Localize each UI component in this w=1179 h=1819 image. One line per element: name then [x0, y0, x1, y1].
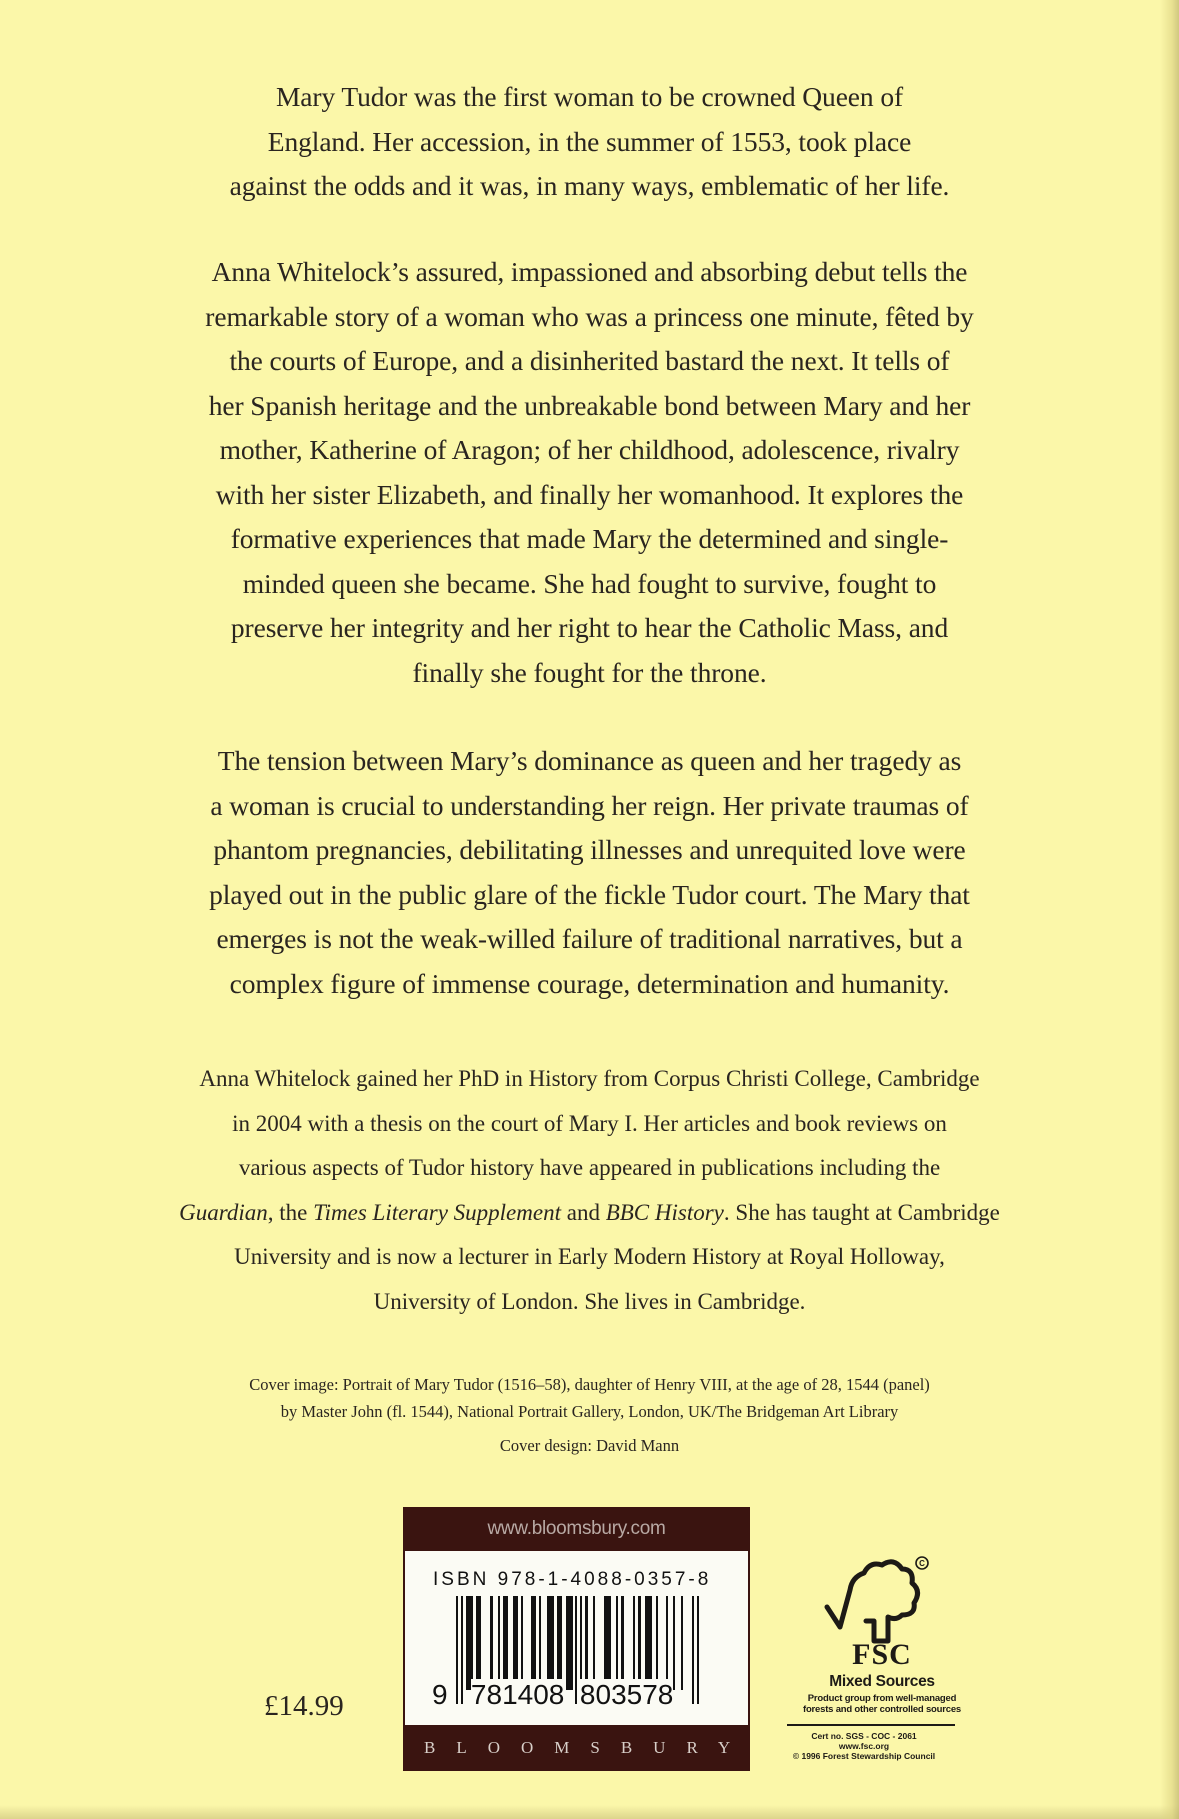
blurb-paragraph-1	[0, 75, 1179, 209]
fsc-cert-info	[764, 1731, 964, 1761]
text-line: played out in the public glare of the fickle Tudor court. The Mary that	[209, 878, 970, 910]
text-fragment: , the	[267, 1199, 314, 1225]
text-line: minded queen she became. She had fought to survive, fought to	[242, 567, 937, 599]
text-line: formative experiences that made Mary the determined and single-	[230, 523, 949, 554]
text-line: Product group from well-managed	[807, 1693, 957, 1704]
text-line: a woman is crucial to understanding her reign. Her private traumas of	[210, 789, 969, 821]
fsc-copyright: © 1996 Forest Stewardship Council	[792, 1751, 936, 1761]
text-line: Anna Whitelock gained her PhD in History from Corpus Christi College, Cambridge	[199, 1066, 980, 1091]
text-line: with her sister Elizabeth, and finally her womanhood. It explores the	[215, 478, 964, 510]
digit-group-left: 781408	[470, 1679, 565, 1710]
text-line: finally she fought for the throne.	[412, 656, 767, 688]
text-line: The tension between Mary’s dominance as queen and her tragedy as	[217, 745, 962, 776]
cover-image-credit: Cover image: Portrait of Mary Tudor (1516–58), daughter of Henry VIII, at the age of 28, 1544 (panel)	[249, 1375, 930, 1394]
text-line: Anna Whitelock’s assured, impassioned and absorbing debut tells the	[211, 256, 968, 287]
text-fragment: and	[560, 1199, 606, 1225]
publication-title: BBC History	[605, 1199, 724, 1225]
fsc-tree-checkmark-icon	[822, 1555, 932, 1647]
text-line: University and is now a lecturer in Early Modern History at Royal Holloway,	[234, 1244, 945, 1269]
text-line: Mary Tudor was the first woman to be crowned Queen of	[275, 81, 904, 112]
text-line: University of London. She lives in Cambridge.	[373, 1288, 806, 1314]
isbn-number: ISBN 978-1-4088-0357-8	[433, 1569, 712, 1590]
fsc-description	[782, 1693, 982, 1715]
price: £14.99	[264, 1690, 344, 1722]
text-line: the courts of Europe, and a disinherited bastard the next. It tells of	[229, 345, 950, 376]
text-line: phantom pregnancies, debilitating illnesses and unrequited love were	[213, 834, 966, 865]
text-line: forests and other controlled sources	[802, 1704, 962, 1715]
publisher-url: www.bloomsbury.com	[487, 1518, 666, 1539]
isbn-barcode-panel	[403, 1507, 750, 1771]
text-line: against the odds and it was, in many ways, emblematic of her life.	[229, 170, 950, 201]
text-line: in 2004 with a thesis on the court of Mary I. Her articles and book reviews on	[232, 1110, 947, 1136]
text-line: England. Her accession, in the summer of 1553, took place	[267, 125, 912, 157]
barcode-label	[405, 1551, 748, 1725]
author-bio	[0, 1057, 1179, 1324]
text-fragment: . She has taught at Cambridge	[723, 1199, 1000, 1225]
fsc-wordmark: FSC	[852, 1638, 912, 1671]
publication-title: Times Literary Supplement	[313, 1199, 561, 1225]
text-line: emerges is not the weak-willed failure of traditional narratives, but a	[216, 923, 963, 954]
publication-title: Guardian	[179, 1199, 268, 1225]
cover-image-credit: by Master John (fl. 1544), National Portrait Gallery, London, UK/The Bridgeman Art Library	[280, 1401, 899, 1421]
text-line: her Spanish heritage and the unbreakable bond between Mary and her	[208, 389, 971, 421]
svg-text:C: C	[919, 1559, 925, 1568]
fsc-label: Mixed Sources	[829, 1673, 935, 1690]
cert-number: Cert no. SGS - COC - 2061	[811, 1731, 917, 1741]
digit-prefix: 9	[432, 1679, 448, 1710]
text-line	[0, 1191, 1179, 1236]
text-line: various aspects of Tudor history have appeared in publications including the	[238, 1155, 941, 1180]
divider	[787, 1724, 955, 1726]
blurb-paragraph-3	[0, 739, 1179, 1006]
blurb-paragraph-2	[0, 250, 1179, 695]
cover-design-credit: Cover design: David Mann	[499, 1436, 680, 1455]
publisher-name: BLOOMSBURY	[424, 1738, 752, 1757]
text-line: preserve her integrity and her right to hear the Catholic Mass, and	[230, 612, 949, 643]
text-line: complex figure of immense courage, determination and humanity.	[229, 967, 950, 999]
digit-group-right: 803578	[579, 1679, 674, 1710]
text-line: mother, Katherine of Aragon; of her childhood, adolescence, rivalry	[219, 434, 960, 465]
text-line: remarkable story of a woman who was a princess one minute, fêted by	[205, 300, 974, 332]
cover-credits	[0, 1372, 1179, 1460]
fsc-website: www.fsc.org	[838, 1741, 890, 1751]
barcode-digits	[432, 1678, 673, 1712]
